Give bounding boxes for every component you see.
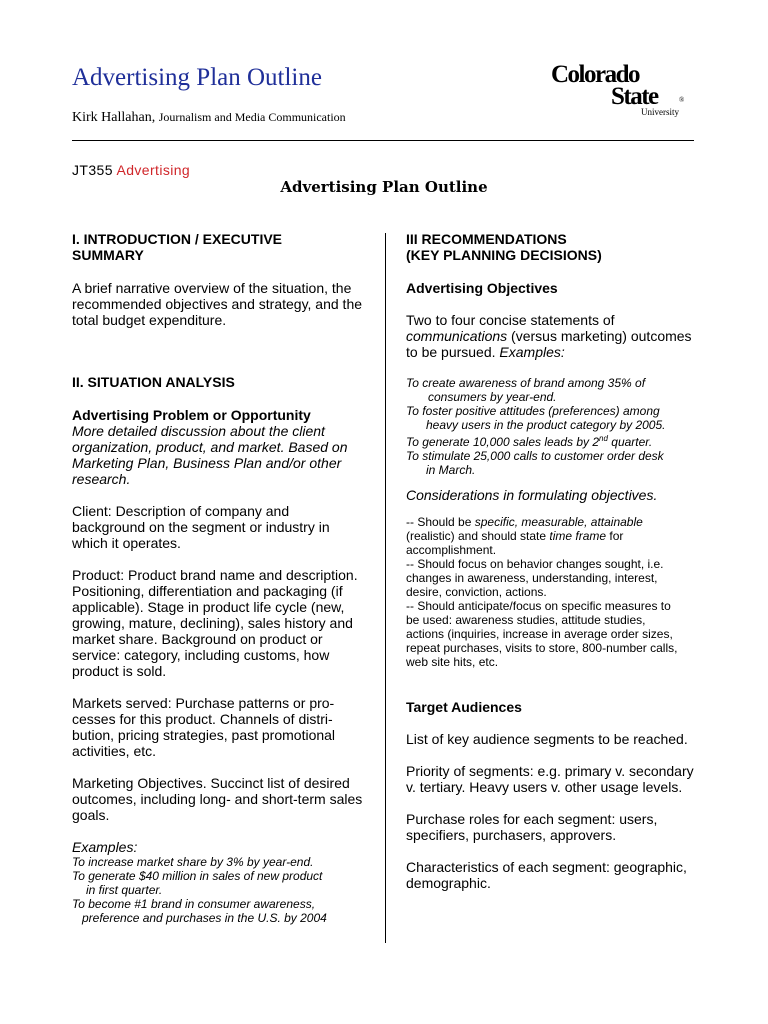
column-divider: [385, 233, 386, 943]
considerations-heading: Considerations in formulating objectives.: [406, 487, 658, 503]
adobj-3: [406, 344, 698, 360]
consider-1-italic: specific, measurable, attainable: [474, 515, 643, 529]
adobj-1: Two to four concise statements of: [406, 312, 615, 328]
consider-10: repeat purchases, visits to store, 800-number calls,: [406, 641, 678, 655]
right-example-3: [406, 432, 698, 449]
audiences-p4-1: Characteristics of each segment: geographic,: [406, 859, 687, 875]
adobj-2-italic: communications: [406, 328, 508, 344]
right-example-3-post: quarter.: [607, 435, 653, 449]
problem-desc-1: More detailed discussion about the client: [72, 423, 325, 439]
right-example-3-pre: To generate 10,000 sales leads by 2: [406, 435, 600, 449]
product-4: growing, mature, declining), sales history and: [72, 615, 353, 631]
author-department: Journalism and Media Communication: [158, 110, 346, 124]
consider-4: -- Should focus on behavior changes sought, i.e.: [406, 557, 664, 571]
audiences-p4-2: demographic.: [406, 875, 491, 891]
problem-desc-2: organization, product, and market. Based on: [72, 439, 348, 455]
audiences-p1: List of key audience segments to be reached.: [406, 731, 688, 747]
intro-body-2: recommended objectives and strategy, and the: [72, 296, 363, 312]
left-example-2b: in first quarter.: [86, 883, 163, 897]
consider-5: changes in awareness, understanding, interest,: [406, 571, 658, 585]
adobj-2: [406, 328, 698, 344]
adobj-2-rest: (versus marketing) outcomes: [507, 328, 692, 344]
author-line: [72, 110, 346, 126]
consider-6: desire, conviction, actions.: [406, 585, 547, 599]
consider-9: actions (inquiries, increase in average order sizes,: [406, 627, 673, 641]
right-example-3-sup: nd: [599, 434, 608, 443]
situation-heading: II. SITUATION ANALYSIS: [72, 374, 235, 390]
consider-1: [406, 515, 698, 529]
intro-body-1: A brief narrative overview of the situation, the: [72, 280, 352, 296]
adobj-3-text: to be pursued.: [406, 344, 500, 360]
consider-1-pre: -- Should be: [406, 515, 475, 529]
intro-heading-2: SUMMARY: [72, 247, 144, 263]
right-example-4b: in March.: [426, 463, 476, 477]
consider-11: web site hits, etc.: [406, 655, 499, 669]
problem-desc-4: research.: [72, 471, 131, 487]
consider-2-post: for: [606, 529, 624, 543]
right-example-4a: To stimulate 25,000 calls to customer order desk: [406, 449, 664, 463]
mktobj-1: Marketing Objectives. Succinct list of desired: [72, 775, 350, 791]
audiences-p2-1: Priority of segments: e.g. primary v. secondary: [406, 763, 694, 779]
product-5: market share. Background on product or: [72, 631, 323, 647]
right-column: [406, 231, 698, 891]
left-example-3a: To become #1 brand in consumer awareness,: [72, 897, 316, 911]
client-2: background on the segment or industry in: [72, 519, 330, 535]
client-3: which it operates.: [72, 535, 181, 551]
consider-8: be used: awareness studies, attitude studies,: [406, 613, 646, 627]
intro-heading-1: I. INTRODUCTION / EXECUTIVE: [72, 231, 283, 247]
markets-3: bution, pricing strategies, past promotional: [72, 727, 336, 743]
right-example-1a: To create awareness of brand among 35% of: [406, 376, 646, 390]
logo-line-2: State: [611, 83, 658, 110]
logo-line-1: Colorado: [551, 61, 639, 88]
audiences-p2-2: v. tertiary. Heavy users v. other usage levels.: [406, 779, 683, 795]
consider-7: -- Should anticipate/focus on specific measures to: [406, 599, 671, 613]
adobj-3-italic: Examples:: [499, 344, 565, 360]
author-name: Kirk Hallahan,: [72, 110, 156, 125]
audiences-heading: Target Audiences: [406, 699, 522, 715]
left-column: [72, 231, 364, 925]
problem-desc-3: Marketing Plan, Business Plan and/or other: [72, 455, 342, 471]
mktobj-2: outcomes, including long- and short-term sales: [72, 791, 363, 807]
consider-2-pre: (realistic) and should state: [406, 529, 550, 543]
university-logo: [551, 60, 691, 120]
consider-2-italic: time frame: [549, 529, 607, 543]
document-title: Advertising Plan Outline: [280, 178, 488, 196]
left-example-1: To increase market share by 3% by year-end.: [72, 855, 314, 869]
right-example-2b: heavy users in the product category by 2005.: [426, 418, 666, 432]
consider-3: accomplishment.: [406, 543, 497, 557]
mktobj-3: goals.: [72, 807, 110, 823]
client-1: Client: Description of company and: [72, 503, 290, 519]
product-1: Product: Product brand name and description.: [72, 567, 358, 583]
product-6: service: category, including customs, how: [72, 647, 330, 663]
recs-heading-1: III RECOMMENDATIONS: [406, 231, 567, 247]
problem-heading: Advertising Problem or Opportunity: [72, 407, 311, 423]
logo-line-3: University: [641, 107, 679, 117]
logo-registered-mark: ®: [679, 96, 685, 104]
audiences-p3-2: specifiers, purchasers, approvers.: [406, 827, 617, 843]
examples-label: Examples:: [72, 839, 138, 855]
audiences-p3-1: Purchase roles for each segment: users,: [406, 811, 658, 827]
product-7: product is sold.: [72, 663, 167, 679]
markets-1: Markets served: Purchase patterns or pro-: [72, 695, 335, 711]
markets-2: cesses for this product. Channels of distri-: [72, 711, 333, 727]
course-code: JT355: [72, 162, 113, 178]
course-subject: Advertising: [116, 162, 191, 178]
adobj-heading: Advertising Objectives: [406, 280, 558, 296]
header-rule: [72, 140, 694, 141]
markets-4: activities, etc.: [72, 743, 157, 759]
recs-heading-2: (KEY PLANNING DECISIONS): [406, 247, 602, 263]
right-example-2a: To foster positive attitudes (preferences) among: [406, 404, 660, 418]
left-example-3b: preference and purchases in the U.S. by 2004: [82, 911, 327, 925]
intro-body-3: total budget expenditure.: [72, 312, 227, 328]
product-2: Positioning, differentiation and packaging (if: [72, 583, 343, 599]
consider-2: [406, 529, 698, 543]
right-example-1b: consumers by year-end.: [428, 390, 557, 404]
product-3: applicable). Stage in product life cycle (new,: [72, 599, 345, 615]
left-example-2a: To generate $40 million in sales of new product: [72, 869, 323, 883]
course-line: [72, 162, 190, 178]
header-title: Advertising Plan Outline: [72, 64, 322, 91]
